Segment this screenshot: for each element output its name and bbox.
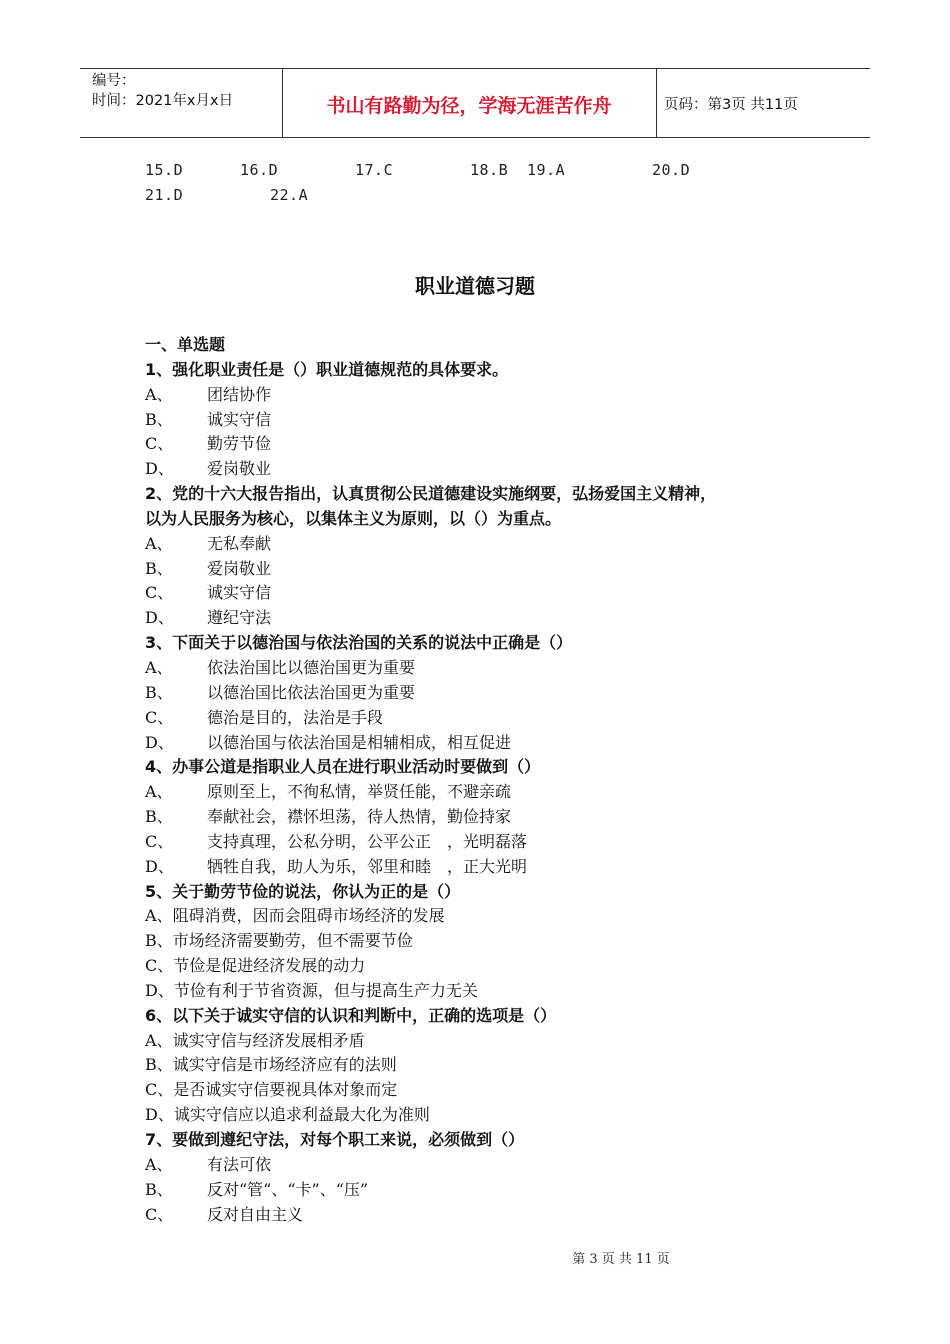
option-item (145, 1029, 825, 1054)
answer-item: 17.C (355, 161, 394, 179)
option-item (145, 904, 825, 929)
option-label: B、 (145, 807, 173, 827)
option-label: A、 (145, 384, 173, 404)
option-item (145, 432, 825, 457)
option-text: 诚实守信 (207, 409, 272, 429)
header-page-label: 页码：第3页 共11页 (664, 97, 798, 113)
option-label: D、 (145, 459, 174, 479)
option-text: 诚实守信与经济发展相矛盾 (172, 1030, 365, 1050)
question-text-continued: 以为人民服务为核心，以集体主义为原则，以（）为重点。 (145, 508, 562, 528)
option-text: 是否诚实守信要视具体对象而定 (173, 1080, 398, 1100)
option-item (145, 954, 825, 979)
option-label: C、 (145, 583, 174, 603)
question-list (145, 333, 825, 1227)
question-text: 4、办事公道是指职业人员在进行职业活动时要做到（） (145, 757, 541, 777)
header-motto: 书山有路勤为径，学海无涯苦作舟 (326, 95, 612, 117)
option-item (145, 979, 825, 1004)
question-text: 7、要做到遵纪守法，对每个职工来说，必须做到（） (145, 1130, 525, 1149)
question-text: 3、下面关于以德治国与依法治国的关系的说法中正确是（） (145, 633, 573, 653)
header-divider (282, 69, 283, 137)
answer-item: 15.D (145, 161, 184, 179)
option-item (145, 1053, 825, 1078)
option-item (145, 581, 825, 606)
option-text: 奉献社会，襟怀坦荡，待人热情，勤俭持家 (207, 807, 512, 827)
option-text: 团结协作 (207, 384, 272, 404)
option-item (145, 1103, 825, 1128)
option-label: B、 (145, 1179, 173, 1199)
option-label: C、 (145, 707, 174, 727)
option-text: 诚实守信是市场经济应有的法则 (172, 1055, 397, 1075)
option-text: 牺牲自我，助人为乐，邻里和睦 ，正大光明 (207, 856, 528, 876)
option-item (145, 1078, 825, 1103)
option-label: D、 (145, 856, 174, 876)
option-text: 阻碍消费，因而会阻碍市场经济的发展 (172, 906, 445, 926)
option-label: B、 (145, 558, 173, 578)
option-text: 爱岗敬业 (207, 459, 272, 479)
option-text: 诚实守信 (207, 583, 272, 603)
option-text: 遵纪守法 (207, 608, 272, 628)
answer-item: 21.D (145, 186, 184, 204)
option-item (145, 929, 825, 954)
option-label: A、 (145, 1154, 173, 1174)
option-text: 德治是目的，法治是手段 (207, 707, 384, 727)
option-text: 诚实守信应以追求利益最大化为准则 (173, 1105, 430, 1125)
option-label: B、 (145, 931, 173, 951)
option-label: D、 (145, 608, 174, 628)
option-text: 反对“管“、“卡”、“压” (207, 1179, 369, 1199)
option-label: D、 (145, 980, 174, 1000)
option-text: 依法治国比以德治国更为重要 (207, 657, 416, 677)
page-footer: 第 3 页 共 11 页 (572, 1252, 670, 1267)
option-label: A、 (145, 1030, 173, 1050)
option-label: A、 (145, 533, 173, 553)
option-item (145, 457, 825, 482)
header-meta (92, 71, 233, 111)
option-item (145, 408, 825, 433)
option-label: C、 (145, 956, 174, 976)
option-item (145, 557, 825, 582)
option-text: 以德治国与依法治国是相辅相成，相互促进 (207, 732, 512, 752)
option-item (145, 1178, 825, 1203)
answer-item: 20.D (652, 161, 691, 179)
option-item (145, 532, 825, 557)
option-text: 原则至上，不徇私情，举贤任能，不避亲疏 (207, 782, 512, 802)
answer-item: 16.D (240, 161, 279, 179)
question-text: 6、以下关于诚实守信的认识和判断中，正确的选项是（） (145, 1005, 557, 1025)
option-text: 爱岗敬业 (207, 558, 272, 578)
option-label: B、 (145, 682, 173, 702)
option-item (145, 383, 825, 408)
option-label: C、 (145, 831, 174, 851)
option-item (145, 656, 825, 681)
option-label: D、 (145, 1105, 174, 1125)
option-text: 勤劳节俭 (207, 434, 272, 454)
option-item (145, 855, 825, 880)
document-title: 职业道德习题 (415, 274, 535, 298)
option-label: B、 (145, 1055, 173, 1075)
option-item (145, 706, 825, 731)
option-text: 有法可依 (207, 1154, 272, 1174)
option-text: 节俭是促进经济发展的动力 (173, 956, 366, 976)
header-number-label: 编号： (92, 73, 136, 89)
answer-item: 18.B (470, 161, 509, 179)
question-text: 5、关于勤劳节俭的说法，你认为正的是（） (145, 881, 461, 901)
option-label: C、 (145, 1204, 174, 1224)
option-label: A、 (145, 782, 173, 802)
option-text: 节俭有利于节省资源，但与提高生产力无关 (173, 980, 478, 1000)
option-item (145, 681, 825, 706)
option-item (145, 731, 825, 756)
page-header (80, 68, 870, 138)
option-label: B、 (145, 409, 173, 429)
question-text: 2、党的十六大报告指出，认真贯彻公民道德建设实施纲要，弘扬爱国主义精神， (145, 484, 717, 504)
option-text: 支持真理，公私分明，公平公正 ，光明磊落 (207, 831, 528, 851)
answer-item: 19.A (527, 161, 566, 179)
option-item (145, 830, 825, 855)
option-label: C、 (145, 1080, 174, 1100)
option-label: C、 (145, 434, 174, 454)
option-label: D、 (145, 732, 174, 752)
option-text: 反对自由主义 (207, 1204, 304, 1224)
option-item (145, 1153, 825, 1178)
question-text: 1、强化职业责任是（）职业道德规范的具体要求。 (145, 359, 509, 379)
section-heading: 一、单选题 (145, 335, 226, 354)
option-label: A、 (145, 657, 173, 677)
option-text: 无私奉献 (207, 533, 272, 553)
option-label: A、 (145, 906, 173, 926)
option-item (145, 780, 825, 805)
option-item (145, 805, 825, 830)
option-item (145, 1203, 825, 1228)
option-text: 市场经济需要勤劳，但不需要节俭 (172, 931, 413, 951)
answer-item: 22.A (270, 186, 309, 204)
header-divider (656, 69, 657, 137)
option-item (145, 606, 825, 631)
header-date-label: 时间：2021年x月x日 (92, 93, 234, 109)
option-text: 以德治国比依法治国更为重要 (207, 682, 416, 702)
